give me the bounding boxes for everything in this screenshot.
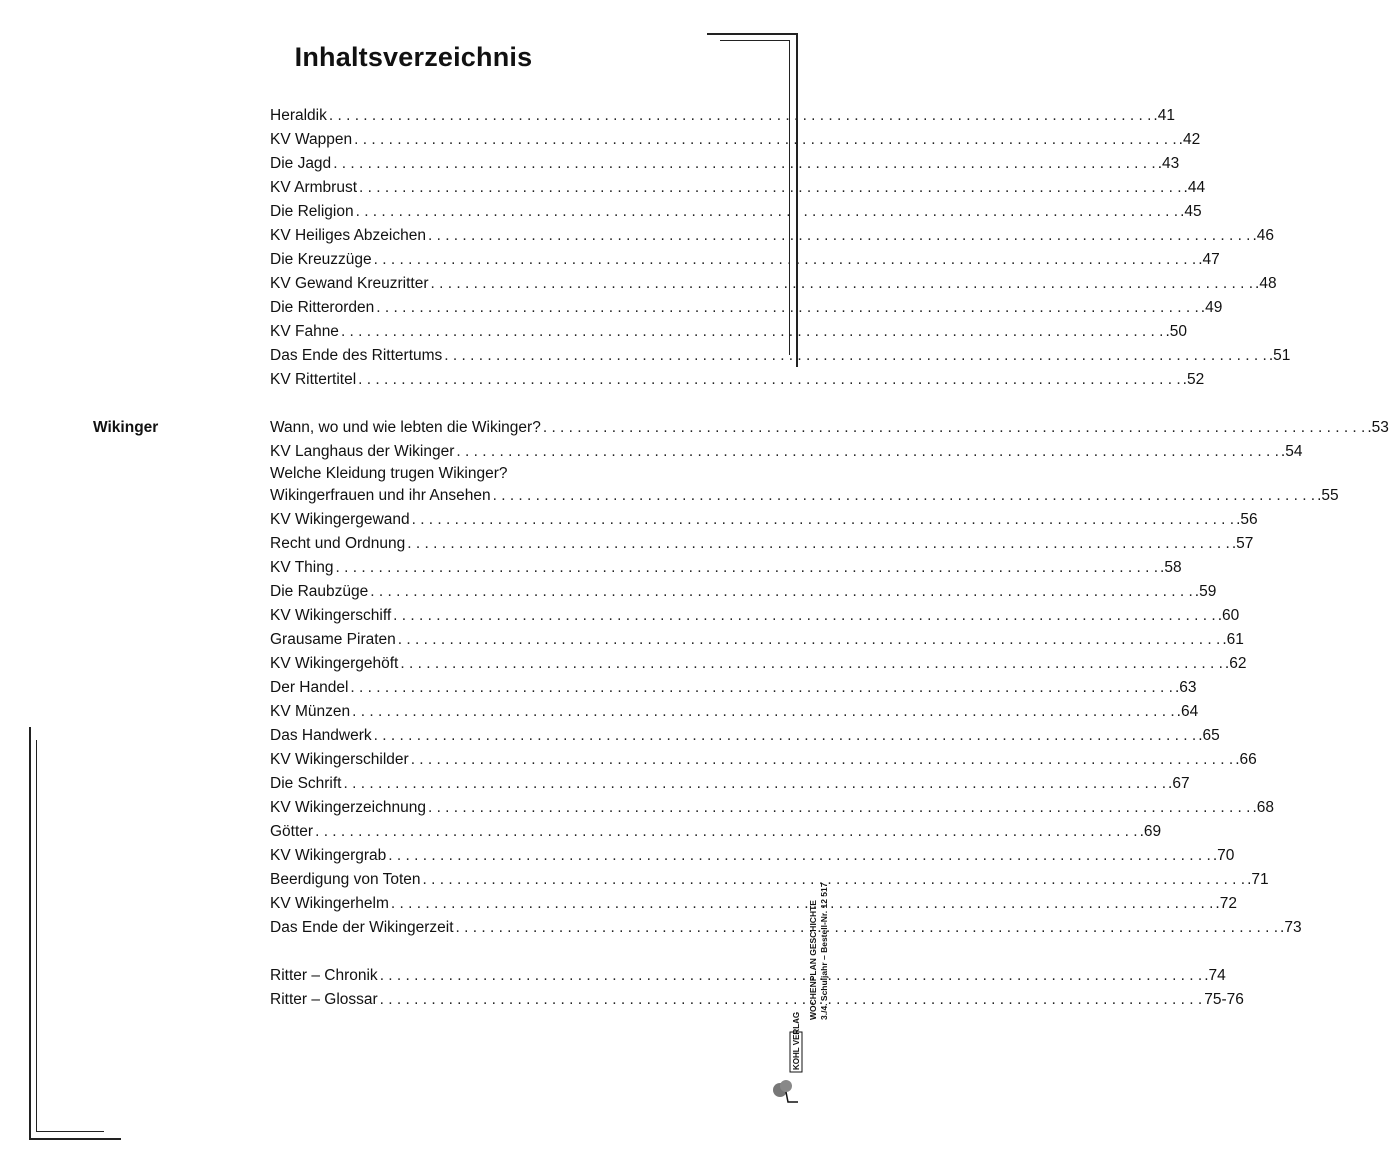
toc-entry-page: .53 — [1367, 419, 1389, 436]
toc-entry-page: .41 — [1153, 107, 1175, 124]
toc-entry-title: Das Handwerk — [270, 727, 372, 744]
toc-entry-row — [270, 580, 1217, 604]
toc-leader-dots — [410, 508, 1237, 532]
toc-entry-title: KV Wikingerschilder — [270, 751, 409, 768]
toc-entry-page: .72 — [1215, 895, 1237, 912]
toc-entry-row — [270, 700, 1199, 724]
toc-leader-dots — [426, 224, 1253, 248]
toc-entry-page: .57 — [1231, 535, 1254, 552]
toc-entry-row — [270, 988, 1244, 1012]
toc-entry-page: .73 — [1280, 919, 1302, 936]
toc-entry — [270, 248, 1220, 272]
toc-entry — [270, 748, 1257, 772]
toc-leader-dots — [389, 892, 1216, 916]
toc-leader-dots — [372, 724, 1199, 748]
toc-entry — [270, 820, 1162, 844]
toc-leader-dots — [491, 484, 1318, 508]
toc-entry-title: KV Armbrust — [270, 179, 357, 196]
toc-entry-title: KV Wappen — [270, 131, 353, 148]
toc-entry-row — [270, 104, 1175, 128]
toc-entry — [270, 916, 1302, 940]
frame-bottom-left-vertical-inner — [36, 740, 37, 1132]
toc-entry-page: .70 — [1212, 847, 1235, 864]
toc-entry-page: .48 — [1255, 275, 1277, 292]
toc-leader-dots — [352, 128, 1179, 152]
toc-entry — [270, 368, 1205, 392]
toc-entry-row — [270, 820, 1162, 844]
toc-entry — [270, 604, 1240, 628]
toc-entry-title: KV Fahne — [270, 323, 339, 340]
toc-entry-row — [270, 484, 1339, 508]
toc-entry — [270, 176, 1206, 200]
toc-entry — [270, 440, 1303, 464]
toc-entry — [270, 700, 1199, 724]
toc-entry-page: .63 — [1174, 679, 1197, 696]
toc-entry — [270, 724, 1220, 748]
toc-entry-title: Wikingerfrauen und ihr Ansehen — [270, 487, 491, 504]
toc-entry-title: KV Gewand Kreuzritter — [270, 275, 429, 292]
frame-top-right-horizontal — [707, 33, 797, 35]
toc-entry-page: .66 — [1235, 751, 1257, 768]
toc-entry-row — [270, 676, 1197, 700]
toc-entry-title: KV Wikingerzeichnung — [270, 799, 426, 816]
toc-entry-title: KV Wikingerschiff — [270, 607, 392, 624]
toc-entry-page: .49 — [1200, 299, 1223, 316]
toc-entry-row — [270, 344, 1291, 368]
publisher-logo-text: KOHL VERLAG — [792, 1011, 801, 1070]
toc-entry-row — [270, 748, 1257, 772]
toc-leader-dots — [339, 320, 1166, 344]
toc-entry-page: .54 — [1280, 443, 1303, 460]
toc-entry-page: .65 — [1198, 727, 1220, 744]
toc-leader-dots — [405, 532, 1232, 556]
toc-gap — [270, 392, 723, 416]
sidebar-publisher-info — [808, 883, 830, 1021]
toc-entry-title: KV Wikingergewand — [270, 511, 410, 528]
toc-entry-page: .44 — [1183, 179, 1206, 196]
toc-leader-dots — [368, 580, 1195, 604]
toc-entry — [270, 964, 1226, 988]
toc-entry-page: .61 — [1222, 631, 1244, 648]
toc-gap — [270, 940, 723, 964]
toc-entry-page: .56 — [1236, 511, 1258, 528]
toc-entry-row — [270, 892, 1237, 916]
toc-entry-page: .47 — [1198, 251, 1220, 268]
toc-entry-page: .71 — [1247, 871, 1269, 888]
toc-leader-dots — [313, 820, 1140, 844]
tree-logo-icon — [770, 1011, 806, 1106]
toc-entry-row — [270, 556, 1182, 580]
toc-leader-dots — [454, 916, 1281, 940]
toc-entry — [270, 580, 1217, 604]
toc-entry-title: Götter — [270, 823, 314, 840]
toc-entry-row — [270, 176, 1206, 200]
toc-entry-page: .58 — [1160, 559, 1182, 576]
frame-bottom-left-horizontal-inner — [36, 1131, 104, 1132]
toc-entry — [270, 128, 1201, 152]
toc-leader-dots — [429, 272, 1256, 296]
toc-entry — [270, 152, 1180, 176]
toc-entry — [270, 772, 1190, 796]
frame-bottom-left-horizontal — [29, 1138, 121, 1140]
toc-leader-dots — [327, 104, 1154, 128]
sidebar-series-title: WOCHENPLAN GESCHICHTE — [808, 900, 818, 1020]
toc-group-ritter — [270, 104, 1291, 392]
toc-leader-dots — [372, 248, 1199, 272]
toc-entry-row — [270, 796, 1275, 820]
toc-leader-dots — [357, 176, 1184, 200]
toc-entry-title: KV Münzen — [270, 703, 351, 720]
toc-entry-page: .67 — [1168, 775, 1190, 792]
toc-entry-title: KV Langhaus der Wikinger — [270, 443, 455, 460]
toc-entry — [270, 344, 1291, 368]
toc-entry-row — [270, 200, 1202, 224]
frame-bottom-left-vertical — [29, 727, 31, 1139]
toc-entry-page: .43 — [1157, 155, 1180, 172]
toc-entry — [270, 796, 1275, 820]
sidebar-order-info: 3./4. Schuljahr – Bestell-Nr. 12 517 — [819, 882, 829, 1020]
toc-entry-page: .62 — [1224, 655, 1247, 672]
toc-entry — [270, 844, 1235, 868]
toc-entry-title: Die Schrift — [270, 775, 342, 792]
toc-entry-title: Ritter – Glossar — [270, 991, 378, 1008]
publisher-logo — [770, 1011, 806, 1106]
toc-leader-dots — [386, 844, 1213, 868]
toc-entry-title: Die Ritterorden — [270, 299, 375, 316]
section-label-wikinger: Wikinger — [93, 419, 159, 436]
toc-entry-title: KV Rittertitel — [270, 371, 357, 388]
toc-leader-dots — [409, 748, 1236, 772]
toc-entry-title: Die Religion — [270, 203, 354, 220]
toc-entry — [270, 508, 1258, 532]
toc-entry — [270, 296, 1223, 320]
toc-entry-row — [270, 440, 1303, 464]
toc-leader-dots — [356, 368, 1183, 392]
toc-entry-row — [270, 772, 1190, 796]
toc-entry-row — [270, 320, 1188, 344]
toc-leader-dots — [398, 652, 1225, 676]
toc-entry-row — [270, 652, 1247, 676]
toc-leader-dots — [442, 344, 1269, 368]
toc-entry — [270, 988, 1244, 1012]
toc-entry — [270, 892, 1237, 916]
toc-entry-title: Der Handel — [270, 679, 349, 696]
toc-entry-row — [270, 724, 1220, 748]
toc-entry-page: .52 — [1182, 371, 1205, 388]
toc-entry-page: .68 — [1252, 799, 1275, 816]
page-title: Inhaltsverzeichnis — [294, 42, 533, 72]
toc-group-wikinger — [270, 416, 1389, 940]
toc-entry-title: Grausame Piraten — [270, 631, 396, 648]
toc-leader-dots — [350, 700, 1177, 724]
frame-top-right-horizontal-inner — [720, 40, 790, 41]
toc-entry-page: .55 — [1317, 487, 1339, 504]
toc-entry — [270, 272, 1277, 296]
toc-entry-title: KV Thing — [270, 559, 334, 576]
toc-entry-title: Das Ende der Wikingerzeit — [270, 919, 454, 936]
toc-leader-dots — [374, 296, 1201, 320]
toc-entry — [270, 868, 1269, 892]
toc-leader-dots — [342, 772, 1169, 796]
toc-entry — [270, 224, 1275, 248]
toc-leader-dots — [331, 152, 1158, 176]
toc-entry-row — [270, 152, 1180, 176]
toc-entry-page: .64 — [1176, 703, 1199, 720]
toc-entry-row — [270, 532, 1254, 556]
toc-leader-dots — [541, 416, 1368, 440]
toc-entry-page: .69 — [1139, 823, 1162, 840]
toc-entry-page: .60 — [1217, 607, 1240, 624]
toc-entry-title: Recht und Ordnung — [270, 535, 406, 552]
toc-entry — [270, 104, 1175, 128]
toc-entry-row — [270, 916, 1302, 940]
toc-entry-title: Wann, wo und wie lebten die Wikinger? — [270, 419, 541, 436]
toc-entry-title: Die Jagd — [270, 155, 332, 172]
toc-leader-dots — [396, 628, 1223, 652]
toc-entry-page: .45 — [1180, 203, 1202, 220]
toc-entry — [270, 532, 1254, 556]
toc-entry-row — [270, 416, 1389, 440]
toc-leader-dots — [378, 988, 1205, 1012]
toc-entry — [270, 200, 1202, 224]
toc-group-appendix — [270, 964, 1244, 1012]
toc-entry-page: .51 — [1268, 347, 1291, 364]
toc-entry-title: KV Wikingergehöft — [270, 655, 399, 672]
toc-leader-dots — [348, 676, 1175, 700]
toc-leader-dots — [378, 964, 1205, 988]
toc-leader-dots — [421, 868, 1248, 892]
toc-entry-title-line1: Welche Kleidung trugen Wikinger? — [270, 465, 508, 482]
toc-leader-dots — [426, 796, 1253, 820]
toc-entry — [270, 628, 1244, 652]
toc-entry-row — [270, 248, 1220, 272]
toc-entry-title: KV Wikingerhelm — [270, 895, 389, 912]
toc-entry-row — [270, 964, 1226, 988]
toc-entry-row — [270, 368, 1205, 392]
toc-entry-title: KV Heiliges Abzeichen — [270, 227, 426, 244]
toc-leader-dots — [354, 200, 1181, 224]
toc-entry-title: KV Wikingergrab — [270, 847, 387, 864]
toc-entry — [270, 320, 1188, 344]
toc-leader-dots — [454, 440, 1281, 464]
toc-entry — [270, 652, 1247, 676]
toc-entry — [270, 556, 1182, 580]
toc-leader-dots — [333, 556, 1160, 580]
toc-entry-page: .74 — [1204, 967, 1226, 984]
toc-entry-row — [270, 224, 1275, 248]
toc-entry-row — [270, 628, 1244, 652]
toc-entry-title: Die Raubzüge — [270, 583, 369, 600]
toc-entry-title: Das Ende des Rittertums — [270, 347, 443, 364]
toc-entry-row — [270, 844, 1235, 868]
toc-entry-title: Heraldik — [270, 107, 327, 124]
toc-entry-page: .59 — [1194, 583, 1217, 600]
toc-entry-title: Ritter – Chronik — [270, 967, 378, 984]
toc-entry-row — [270, 296, 1223, 320]
toc-entry-page: .50 — [1165, 323, 1188, 340]
toc-entry-title: Die Kreuzzüge — [270, 251, 372, 268]
toc-entry-row — [270, 272, 1277, 296]
toc-entry — [270, 416, 1389, 440]
toc-entry-page: 75-76 — [1204, 991, 1244, 1008]
toc-entry-page: .42 — [1178, 131, 1201, 148]
toc-entry-title: Beerdigung von Toten — [270, 871, 421, 888]
toc-entry — [270, 464, 1339, 508]
toc-leader-dots — [391, 604, 1218, 628]
toc-entry-row — [270, 128, 1201, 152]
toc-entry-page: .46 — [1252, 227, 1275, 244]
toc-entry-row — [270, 604, 1240, 628]
toc-entry-row — [270, 868, 1269, 892]
toc-entry-row — [270, 508, 1258, 532]
toc-entry — [270, 676, 1197, 700]
